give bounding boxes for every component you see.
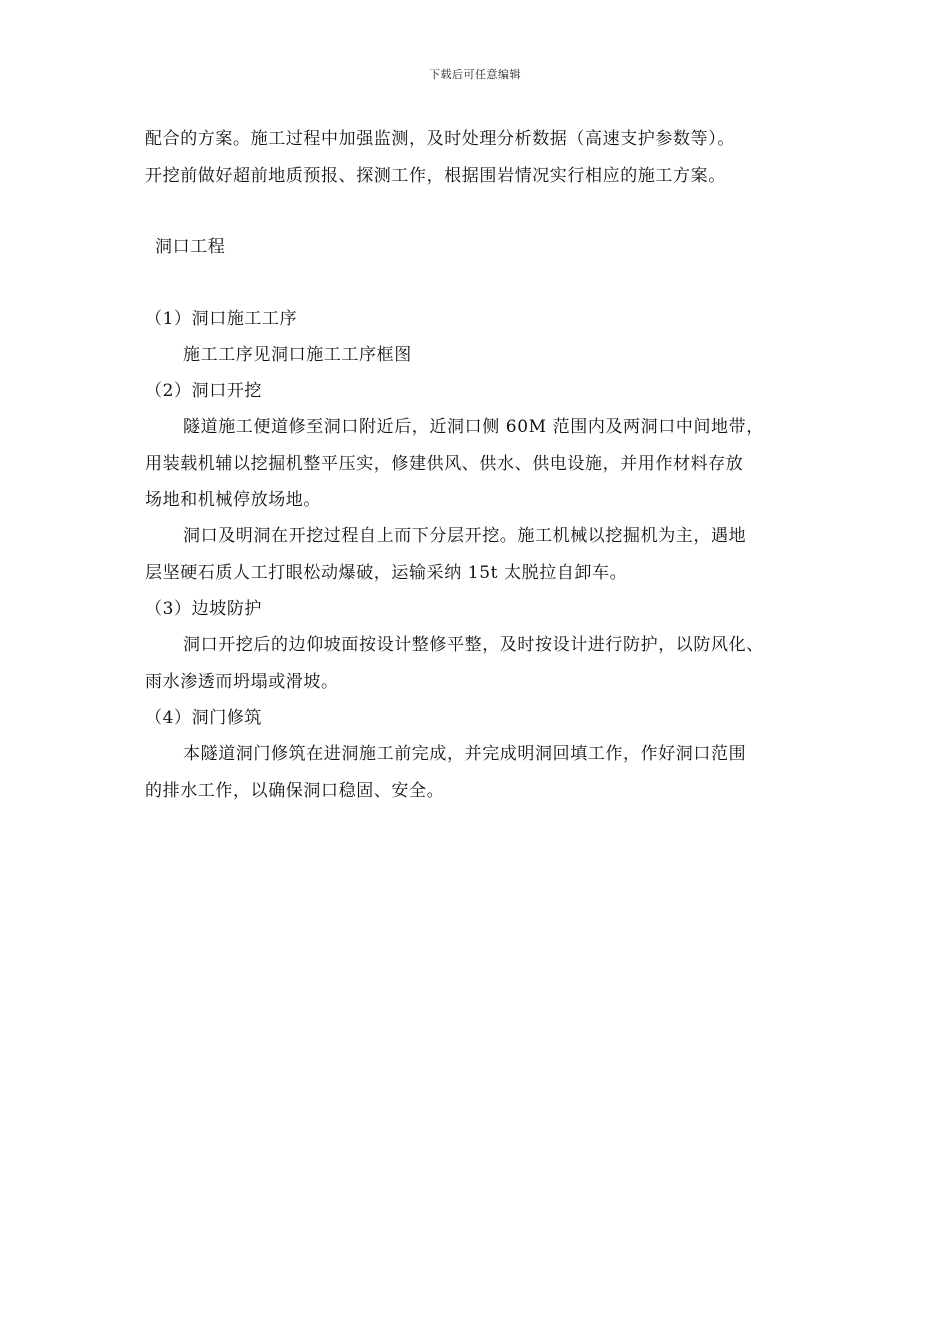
paragraph-line: 的排水工作，以确保洞口稳固、安全。 — [145, 781, 445, 801]
paragraph-line: 场地和机械停放场地。 — [145, 490, 321, 510]
subsection-heading: （4）洞门修筑 — [145, 708, 263, 728]
paragraph-line: 开挖前做好超前地质预报、探测工作，根据围岩情况实行相应的施工方案。 — [145, 166, 726, 186]
header-note: 下载后可任意编辑 — [429, 68, 521, 81]
paragraph-line: 洞口及明洞在开挖过程自上而下分层开挖。施工机械以挖掘机为主，遇地 — [183, 526, 747, 546]
subsection-heading: （3）边坡防护 — [145, 599, 263, 619]
paragraph-line: 层坚硬石质人工打眼松动爆破，运输采纳 15t 太脱拉自卸车。 — [145, 563, 628, 583]
subsection-heading: （2）洞口开挖 — [145, 381, 263, 401]
paragraph-line: 洞口开挖后的边仰坡面按设计整修平整，及时按设计进行防护，以防风化、 — [183, 635, 764, 655]
section-title: 洞口工程 — [155, 237, 226, 257]
paragraph-line: 雨水渗透而坍塌或滑坡。 — [145, 672, 339, 692]
paragraph-line: 隧道施工便道修至洞口附近后，近洞口侧 60M 范围内及两洞口中间地带， — [183, 417, 764, 437]
paragraph-line: 用装载机辅以挖掘机整平压实，修建供风、供水、供电设施，并用作材料存放 — [145, 454, 744, 474]
paragraph-line: 本隧道洞门修筑在进洞施工前完成，并完成明洞回填工作，作好洞口范围 — [183, 744, 747, 764]
subsection-heading: （1）洞口施工工序 — [145, 309, 298, 329]
paragraph-line: 施工工序见洞口施工工序框图 — [183, 345, 412, 365]
paragraph-line: 配合的方案。施工过程中加强监测，及时处理分析数据（高速支护参数等）。 — [145, 129, 735, 149]
